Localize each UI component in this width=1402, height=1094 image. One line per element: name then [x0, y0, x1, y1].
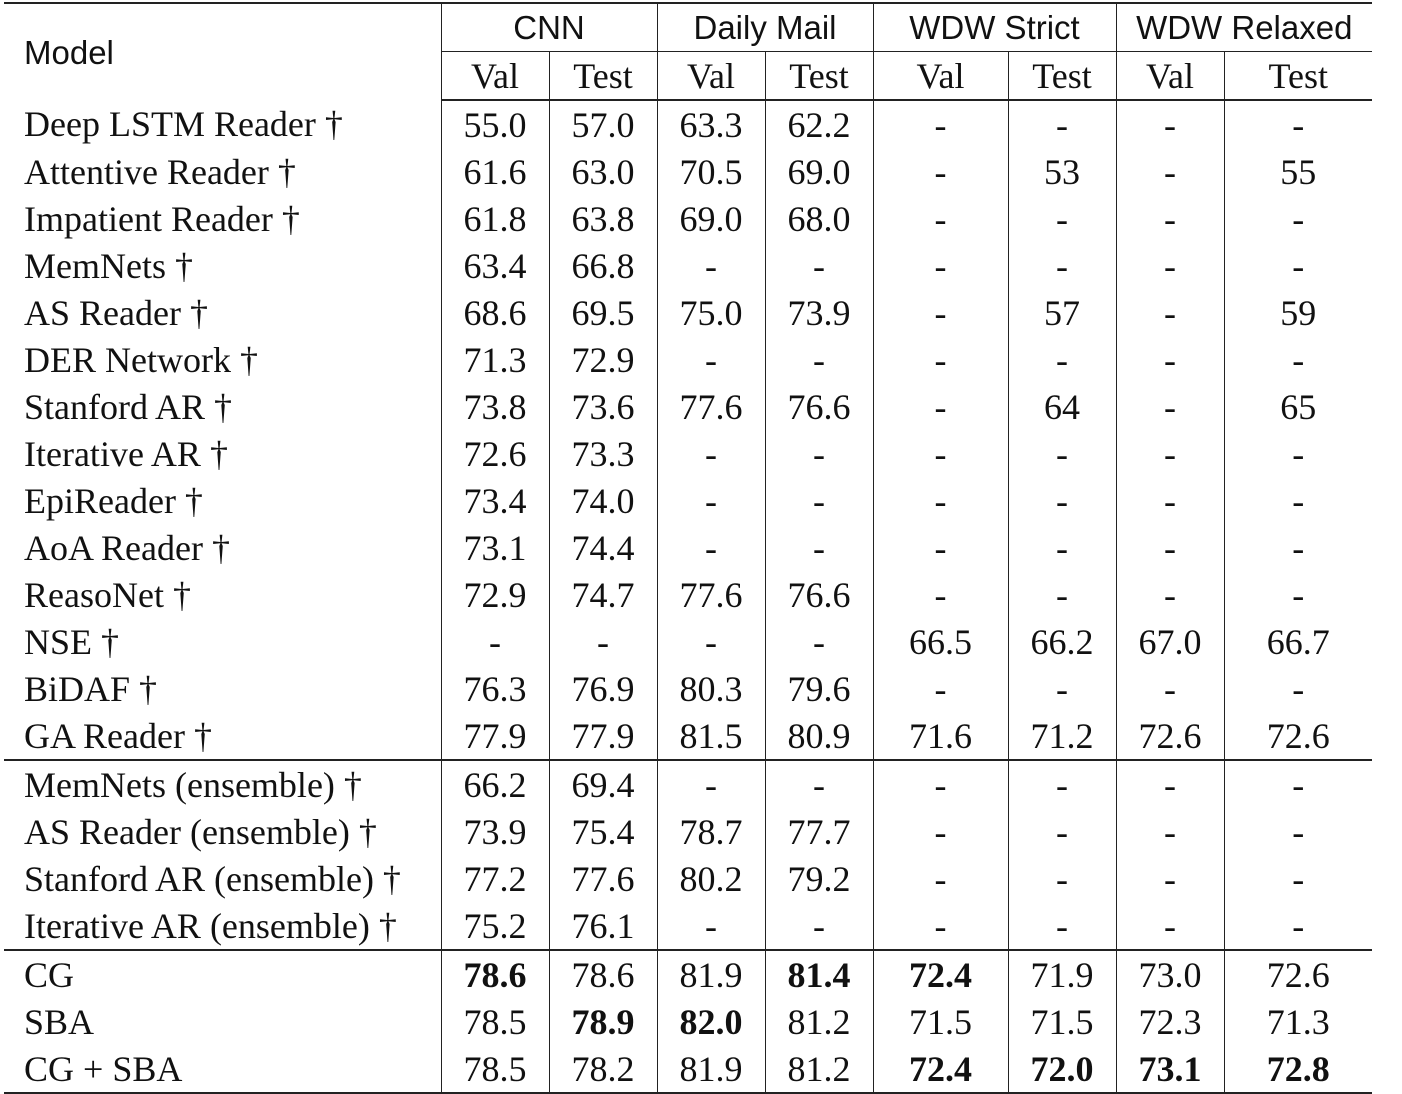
score-cell: 79.2: [765, 855, 873, 902]
model-name-cell: Iterative AR (ensemble) †: [24, 905, 397, 946]
model-name-cell: CG + SBA: [24, 1048, 183, 1089]
score-cell: -: [1116, 665, 1224, 712]
group-header-daily-mail: Daily Mail: [657, 3, 873, 52]
score-cell: 72.6: [1116, 712, 1224, 760]
model-name-cell: NSE †: [24, 621, 120, 662]
score-cell: 76.9: [549, 665, 657, 712]
score-cell: 71.5: [873, 998, 1008, 1045]
model-name-cell: Impatient Reader †: [24, 198, 300, 239]
score-cell: -: [1116, 902, 1224, 950]
score-cell: 78.9: [549, 998, 657, 1045]
score-cell: -: [1224, 242, 1372, 289]
score-cell: -: [657, 477, 765, 524]
model-name-cell: Iterative AR †: [24, 433, 228, 474]
score-cell: 72.4: [873, 1045, 1008, 1093]
score-cell: 82.0: [657, 998, 765, 1045]
score-cell: 68.6: [441, 289, 549, 336]
score-cell: 72.6: [441, 430, 549, 477]
score-cell: -: [873, 665, 1008, 712]
score-cell: 63.0: [549, 148, 657, 195]
score-cell: 70.5: [657, 148, 765, 195]
score-cell: 69.0: [657, 195, 765, 242]
score-cell: 81.5: [657, 712, 765, 760]
score-cell: -: [873, 571, 1008, 618]
score-cell: -: [1116, 808, 1224, 855]
table-row: [4, 808, 1372, 855]
score-cell: 72.9: [441, 571, 549, 618]
score-cell: -: [1116, 100, 1224, 148]
score-cell: 66.5: [873, 618, 1008, 665]
score-cell: 69.5: [549, 289, 657, 336]
score-cell: 71.6: [873, 712, 1008, 760]
score-cell: 71.9: [1008, 950, 1116, 998]
score-cell: -: [873, 760, 1008, 808]
group-header-cnn: CNN: [441, 3, 657, 52]
score-cell: 61.8: [441, 195, 549, 242]
score-cell: -: [873, 808, 1008, 855]
score-cell: 71.3: [1224, 998, 1372, 1045]
score-cell: -: [873, 289, 1008, 336]
score-cell: 75.0: [657, 289, 765, 336]
score-cell: -: [1008, 336, 1116, 383]
score-cell: 76.6: [765, 571, 873, 618]
score-cell: 55.0: [441, 100, 549, 148]
table-row: [4, 242, 1372, 289]
score-cell: -: [1116, 477, 1224, 524]
score-cell: 72.9: [549, 336, 657, 383]
model-name-cell: GA Reader †: [24, 715, 212, 756]
score-cell: 81.2: [765, 998, 873, 1045]
score-cell: 59: [1224, 289, 1372, 336]
score-cell: -: [1116, 289, 1224, 336]
score-cell: 69.0: [765, 148, 873, 195]
score-cell: -: [657, 618, 765, 665]
table-row: [4, 477, 1372, 524]
model-name-cell: CG: [4, 950, 441, 998]
table-row: [4, 665, 1372, 712]
score-cell: -: [873, 383, 1008, 430]
model-name-cell: Attentive Reader †: [24, 151, 296, 192]
score-cell: 68.0: [765, 195, 873, 242]
score-cell: -: [765, 618, 873, 665]
score-cell: -: [1224, 571, 1372, 618]
table-row: [4, 524, 1372, 571]
model-name-cell: MemNets †: [24, 245, 193, 286]
group-header-wdw-relaxed: WDW Relaxed: [1116, 3, 1372, 52]
score-cell: 57: [1008, 289, 1116, 336]
score-cell: -: [1008, 760, 1116, 808]
score-cell: 81.9: [657, 950, 765, 998]
score-cell: 66.2: [441, 760, 549, 808]
score-cell: 76.1: [549, 902, 657, 950]
model-name-cell: AS Reader (ensemble) †: [24, 811, 377, 852]
model-name-cell: Stanford AR (ensemble) †: [24, 858, 401, 899]
score-cell: 63.4: [441, 242, 549, 289]
score-cell: 73.3: [549, 430, 657, 477]
score-cell: 73.0: [1116, 950, 1224, 998]
score-cell: -: [1224, 808, 1372, 855]
score-cell: 76.3: [441, 665, 549, 712]
score-cell: 72.4: [873, 950, 1008, 998]
split-header: Val: [873, 52, 1008, 101]
model-name-cell: BiDAF †: [24, 668, 158, 709]
score-cell: 77.6: [549, 855, 657, 902]
score-cell: 57.0: [549, 100, 657, 148]
score-cell: 77.6: [657, 571, 765, 618]
score-cell: -: [1224, 665, 1372, 712]
score-cell: 75.2: [441, 902, 549, 950]
score-cell: -: [657, 902, 765, 950]
score-cell: 73.9: [441, 808, 549, 855]
score-cell: 71.3: [441, 336, 549, 383]
score-cell: -: [765, 760, 873, 808]
score-cell: -: [873, 336, 1008, 383]
score-cell: -: [873, 477, 1008, 524]
score-cell: 79.6: [765, 665, 873, 712]
table-row: [4, 902, 1372, 950]
score-cell: -: [1008, 524, 1116, 571]
group-header-wdw-strict: WDW Strict: [873, 3, 1116, 52]
score-cell: -: [1008, 808, 1116, 855]
model-name-cell: SBA: [24, 1001, 95, 1042]
table-row: [4, 148, 1372, 195]
score-cell: 73.8: [441, 383, 549, 430]
score-cell: -: [765, 242, 873, 289]
score-cell: -: [873, 430, 1008, 477]
score-cell: -: [1224, 430, 1372, 477]
table-row: [4, 712, 1372, 760]
score-cell: 72.6: [1224, 712, 1372, 760]
score-cell: -: [765, 430, 873, 477]
score-cell: 78.7: [657, 808, 765, 855]
score-cell: -: [1116, 430, 1224, 477]
table-row: [4, 618, 1372, 665]
score-cell: 78.2: [549, 1045, 657, 1093]
score-cell: 81.9: [657, 1045, 765, 1093]
table-row: [4, 950, 1372, 998]
table-row: [4, 430, 1372, 477]
split-header: Val: [1116, 52, 1224, 101]
score-cell: -: [1116, 855, 1224, 902]
score-cell: 80.2: [657, 855, 765, 902]
score-cell: -: [873, 195, 1008, 242]
score-cell: -: [657, 242, 765, 289]
score-cell: -: [1224, 477, 1372, 524]
model-column-header: Model: [24, 33, 114, 71]
split-header: Test: [549, 52, 657, 101]
score-cell: -: [765, 477, 873, 524]
table-row: [4, 100, 1372, 148]
score-cell: -: [1116, 524, 1224, 571]
score-cell: -: [1116, 760, 1224, 808]
score-cell: 74.4: [549, 524, 657, 571]
score-cell: -: [1116, 336, 1224, 383]
score-cell: 81.2: [765, 1045, 873, 1093]
score-cell: 75.4: [549, 808, 657, 855]
score-cell: 71.2: [1008, 712, 1116, 760]
score-cell: -: [873, 902, 1008, 950]
score-cell: 77.6: [657, 383, 765, 430]
score-cell: -: [1116, 571, 1224, 618]
score-cell: 73.1: [1116, 1045, 1224, 1093]
score-cell: 78.6: [549, 950, 657, 998]
score-cell: -: [873, 524, 1008, 571]
score-cell: -: [1224, 336, 1372, 383]
table-row: [4, 336, 1372, 383]
score-cell: 76.6: [765, 383, 873, 430]
score-cell: 78.5: [441, 998, 549, 1045]
score-cell: 81.4: [765, 950, 873, 998]
score-cell: 73.1: [441, 524, 549, 571]
score-cell: -: [1116, 383, 1224, 430]
score-cell: -: [1224, 524, 1372, 571]
score-cell: 80.3: [657, 665, 765, 712]
score-cell: 73.9: [765, 289, 873, 336]
score-cell: 67.0: [1116, 618, 1224, 665]
score-cell: -: [765, 336, 873, 383]
model-name-cell: AS Reader †: [24, 292, 208, 333]
score-cell: -: [1116, 148, 1224, 195]
score-cell: -: [1008, 195, 1116, 242]
score-cell: -: [1116, 195, 1224, 242]
score-cell: 65: [1224, 383, 1372, 430]
score-cell: -: [1008, 665, 1116, 712]
score-cell: 55: [1224, 148, 1372, 195]
score-cell: -: [1008, 571, 1116, 618]
score-cell: -: [1224, 902, 1372, 950]
model-name-cell: ReasoNet †: [24, 574, 191, 615]
score-cell: 64: [1008, 383, 1116, 430]
score-cell: -: [1008, 902, 1116, 950]
score-cell: 73.6: [549, 383, 657, 430]
split-header: Val: [657, 52, 765, 101]
score-cell: 71.5: [1008, 998, 1116, 1045]
table-row: [4, 571, 1372, 618]
score-cell: 78.5: [441, 1045, 549, 1093]
table-row: [4, 195, 1372, 242]
score-cell: -: [657, 336, 765, 383]
score-cell: 74.7: [549, 571, 657, 618]
score-cell: 72.6: [1224, 950, 1372, 998]
score-cell: 78.6: [441, 950, 549, 998]
split-header: Test: [1008, 52, 1116, 101]
score-cell: 77.2: [441, 855, 549, 902]
score-cell: -: [1008, 242, 1116, 289]
score-cell: 61.6: [441, 148, 549, 195]
score-cell: 66.7: [1224, 618, 1372, 665]
score-cell: -: [549, 618, 657, 665]
score-cell: -: [1224, 760, 1372, 808]
score-cell: 72.0: [1008, 1045, 1116, 1093]
table-row: [4, 289, 1372, 336]
score-cell: -: [1008, 855, 1116, 902]
score-cell: 62.2: [765, 100, 873, 148]
table-row: [4, 383, 1372, 430]
score-cell: -: [1008, 100, 1116, 148]
score-cell: -: [1224, 855, 1372, 902]
score-cell: 66.2: [1008, 618, 1116, 665]
score-cell: -: [873, 855, 1008, 902]
score-cell: -: [1008, 430, 1116, 477]
table-row: [4, 760, 1372, 808]
score-cell: -: [873, 242, 1008, 289]
score-cell: -: [657, 760, 765, 808]
score-cell: 72.8: [1224, 1045, 1372, 1093]
score-cell: 69.4: [549, 760, 657, 808]
score-cell: -: [1008, 477, 1116, 524]
model-name-cell: Stanford AR †: [24, 386, 233, 427]
model-name-cell: EpiReader †: [24, 480, 203, 521]
score-cell: 77.9: [441, 712, 549, 760]
score-cell: -: [1224, 100, 1372, 148]
score-cell: 80.9: [765, 712, 873, 760]
split-header: Test: [1224, 52, 1372, 101]
score-cell: -: [765, 902, 873, 950]
score-cell: -: [441, 618, 549, 665]
score-cell: 66.8: [549, 242, 657, 289]
model-name-cell: DER Network †: [24, 339, 258, 380]
model-name-cell: MemNets (ensemble) †: [4, 760, 441, 808]
table-row: [4, 855, 1372, 902]
score-cell: -: [657, 430, 765, 477]
table-body: [4, 100, 1372, 1093]
score-cell: -: [657, 524, 765, 571]
split-header: Test: [765, 52, 873, 101]
model-name-cell: AoA Reader †: [24, 527, 230, 568]
score-cell: 74.0: [549, 477, 657, 524]
score-cell: -: [873, 100, 1008, 148]
table-row: [4, 998, 1372, 1045]
score-cell: 77.7: [765, 808, 873, 855]
score-cell: -: [873, 148, 1008, 195]
score-cell: 53: [1008, 148, 1116, 195]
score-cell: -: [1116, 242, 1224, 289]
split-header: Val: [441, 52, 549, 101]
results-table: [4, 2, 1372, 1094]
score-cell: 77.9: [549, 712, 657, 760]
model-name-cell: Deep LSTM Reader †: [24, 104, 343, 144]
score-cell: 73.4: [441, 477, 549, 524]
score-cell: -: [1224, 195, 1372, 242]
score-cell: 63.8: [549, 195, 657, 242]
score-cell: 72.3: [1116, 998, 1224, 1045]
table-row: [4, 1045, 1372, 1093]
score-cell: 63.3: [657, 100, 765, 148]
score-cell: -: [765, 524, 873, 571]
header-row-groups: [4, 3, 1372, 52]
